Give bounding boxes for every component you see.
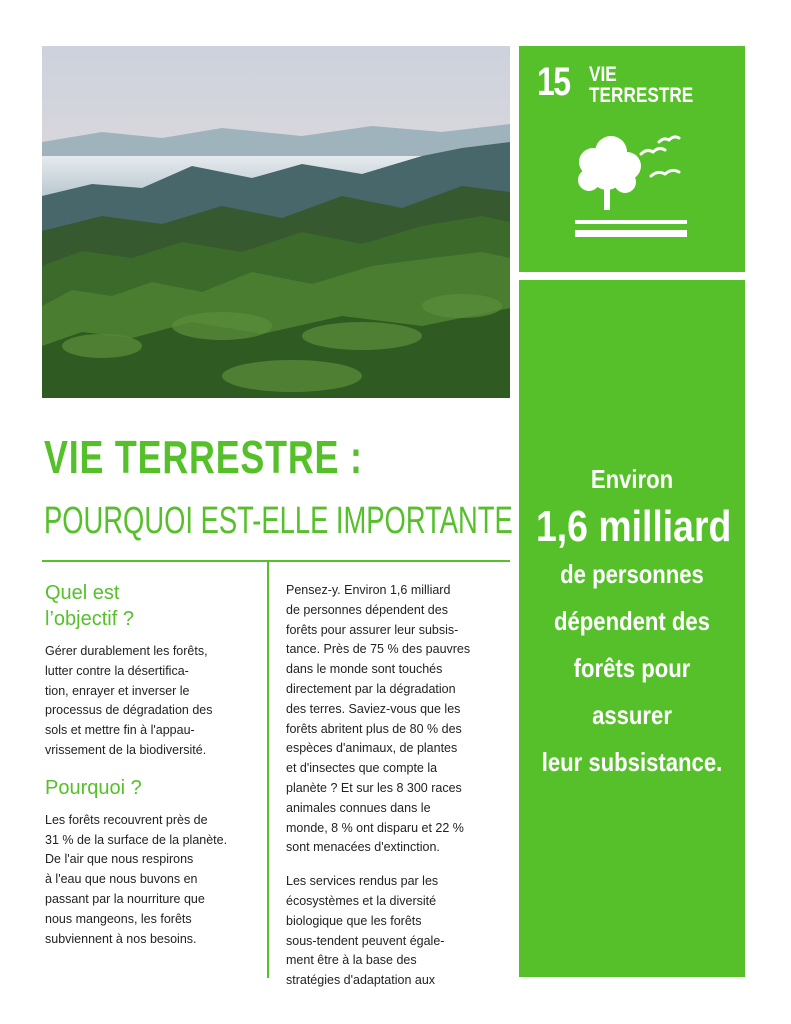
text-line: stratégies d'adaptation aux xyxy=(286,973,436,988)
objective-paragraph xyxy=(45,642,260,761)
callout-big-number: 1,6 milliard xyxy=(535,502,732,551)
text-line: nous mangeons, les forêts xyxy=(45,911,192,926)
text-line: écosystèmes et la diversité xyxy=(286,893,437,908)
right-column xyxy=(286,581,506,1005)
text-line: animales connues dans le xyxy=(286,800,431,815)
text-line: Gérer durablement les forêts, xyxy=(45,644,208,658)
column-divider xyxy=(267,562,269,978)
callout-line: assurer xyxy=(592,700,672,730)
text-line: forêts pour assurer leur subsis- xyxy=(286,622,459,637)
text-line: 31 % de la surface de la planète. xyxy=(45,832,228,847)
heading-line: l’objectif ? xyxy=(45,608,134,630)
text-line: biologique que les forêts xyxy=(286,913,422,928)
text-line: vrissement de la biodiversité. xyxy=(45,742,207,757)
text-line: subviennent à nos besoins. xyxy=(45,931,197,946)
sdg-title-line: TERRESTRE xyxy=(589,84,694,107)
text-line: monde, 8 % ont disparu et 22 % xyxy=(286,820,464,835)
callout-line: dépendent des xyxy=(554,606,710,636)
ecosystem-paragraph xyxy=(286,872,506,991)
text-line: à l'eau que nous buvons en xyxy=(45,872,198,887)
text-line: Les forêts recouvrent près de xyxy=(45,812,208,827)
text-line: des terres. Saviez-vous que les xyxy=(286,701,461,716)
sdg-title-line: VIE xyxy=(589,63,617,86)
page-title: VIE TERRESTRE : xyxy=(44,431,363,483)
why-paragraph xyxy=(45,811,260,950)
text-line: espèces d'animaux, de plantes xyxy=(286,741,458,756)
text-line: Pensez-y. Environ 1,6 milliard xyxy=(286,583,451,597)
objective-heading xyxy=(45,580,260,632)
forest-landscape-photo xyxy=(42,46,510,398)
context-paragraph xyxy=(286,581,506,858)
text-line: sont menacées d'extinction. xyxy=(286,840,440,855)
stat-callout xyxy=(519,456,745,786)
callout-line: forêts pour xyxy=(573,653,691,683)
text-line: dans le monde sont touchés xyxy=(286,662,443,677)
horizontal-divider xyxy=(42,560,510,562)
sdg-number: 15 xyxy=(537,60,570,104)
text-line: de personnes dépendent des xyxy=(286,602,448,617)
page-subtitle: POURQUOI EST-ELLE IMPORTANTE ? xyxy=(44,500,536,542)
text-line: planète ? Et sur les 8 300 races xyxy=(286,780,462,795)
callout-line: leur subsistance. xyxy=(541,747,723,777)
text-line: directement par la dégradation xyxy=(286,681,456,696)
text-line: sous-tendent peuvent égale- xyxy=(286,933,445,948)
text-line: processus de dégradation des xyxy=(45,703,213,718)
sdg-15-badge xyxy=(519,46,745,272)
text-line: sols et mettre fin à l'appau- xyxy=(45,723,195,738)
text-line: ment être à la base des xyxy=(286,953,417,968)
text-line: tance. Près de 75 % des pauvres xyxy=(286,642,471,657)
sdg-title xyxy=(589,64,737,106)
text-line: et d'insectes que compte la xyxy=(286,761,438,776)
left-column xyxy=(45,580,260,963)
why-heading: Pourquoi ? xyxy=(45,776,142,799)
text-line: De l'air que nous respirons xyxy=(45,852,194,867)
text-line: forêts abritent plus de 80 % des xyxy=(286,721,462,736)
heading-line: Quel est xyxy=(45,582,120,604)
text-line: lutter contre la désertifica- xyxy=(45,663,189,678)
text-line: tion, enrayer et inverser le xyxy=(45,683,190,698)
tree-birds-icon xyxy=(571,132,693,250)
callout-line: de personnes xyxy=(560,559,704,589)
text-line: Les services rendus par les xyxy=(286,874,439,889)
stat-callout-panel xyxy=(519,280,745,977)
callout-line: Environ xyxy=(590,464,674,494)
text-line: passant par la nourriture que xyxy=(45,891,205,906)
